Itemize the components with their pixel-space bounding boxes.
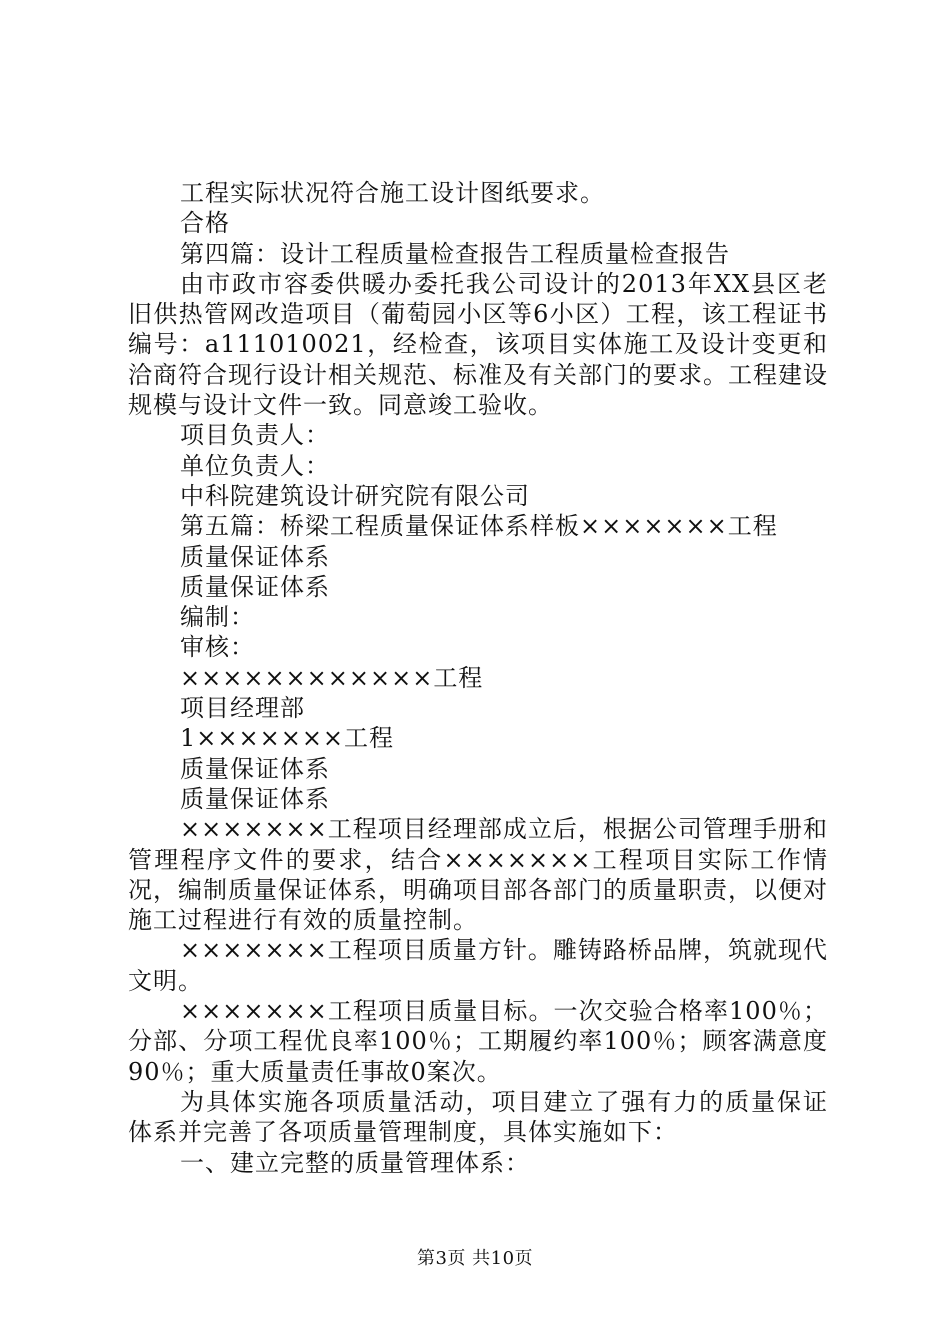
paragraph: ×××××××工程项目质量目标。一次交验合格率100％；分部、分项工程优良率100％；工期履约率100％；顾客满意度90％；重大质量责任事故0案次。 [128, 997, 828, 1086]
section-heading: 第五篇：桥梁工程质量保证体系样板×××××××工程 [180, 512, 778, 541]
text-line: 编制： [180, 603, 255, 632]
text-line: ××××××××××××工程 [180, 663, 484, 692]
page-footer: 第3页 共10页 [416, 1248, 534, 1269]
text-line: 项目负责人： [180, 421, 330, 450]
text-line: 质量保证体系 [180, 572, 330, 601]
text-line: 质量保证体系 [180, 542, 330, 571]
paragraph: 由市政市容委供暖办委托我公司设计的2013年XX县区老旧供热管网改造项目（葡萄园小区等6小区）工程，该工程证书编号：a111010021，经检查，该项目实体施工及设计变更和洽商符合现行设计相关规范、标准及有关部门的要求。工程建设规模与设计文件一致。同意竣工验收。 [128, 269, 828, 420]
paragraph: 为具体实施各项质量活动，项目建立了强有力的质量保证体系并完善了各项质量管理制度，具体实施如下： [128, 1087, 828, 1147]
section-heading: 第四篇：设计工程质量检查报告工程质量检查报告 [180, 239, 730, 268]
text-line: 1×××××××工程 [180, 724, 395, 753]
text-line: 一、建立完整的质量管理体系： [180, 1148, 530, 1177]
paragraph: ×××××××工程项目经理部成立后，根据公司管理手册和管理程序文件的要求，结合×××××××工程项目实际工作情况，编制质量保证体系，明确项目部各部门的质量职责，以便对施工过程进行有效的质量控制。 [128, 815, 828, 935]
document-body [128, 178, 828, 1178]
text-line: 合格 [180, 209, 230, 238]
text-line: 中科院建筑设计研究院有限公司 [180, 481, 530, 510]
text-line: 项目经理部 [180, 694, 305, 723]
text-line: 审核： [180, 633, 255, 662]
text-line: 质量保证体系 [180, 784, 330, 813]
text-line: 工程实际状况符合施工设计图纸要求。 [180, 179, 605, 207]
text-line: 质量保证体系 [180, 754, 330, 783]
paragraph: ×××××××工程项目质量方针。雕铸路桥品牌，筑就现代文明。 [128, 936, 828, 995]
text-line: 单位负责人： [180, 451, 330, 480]
